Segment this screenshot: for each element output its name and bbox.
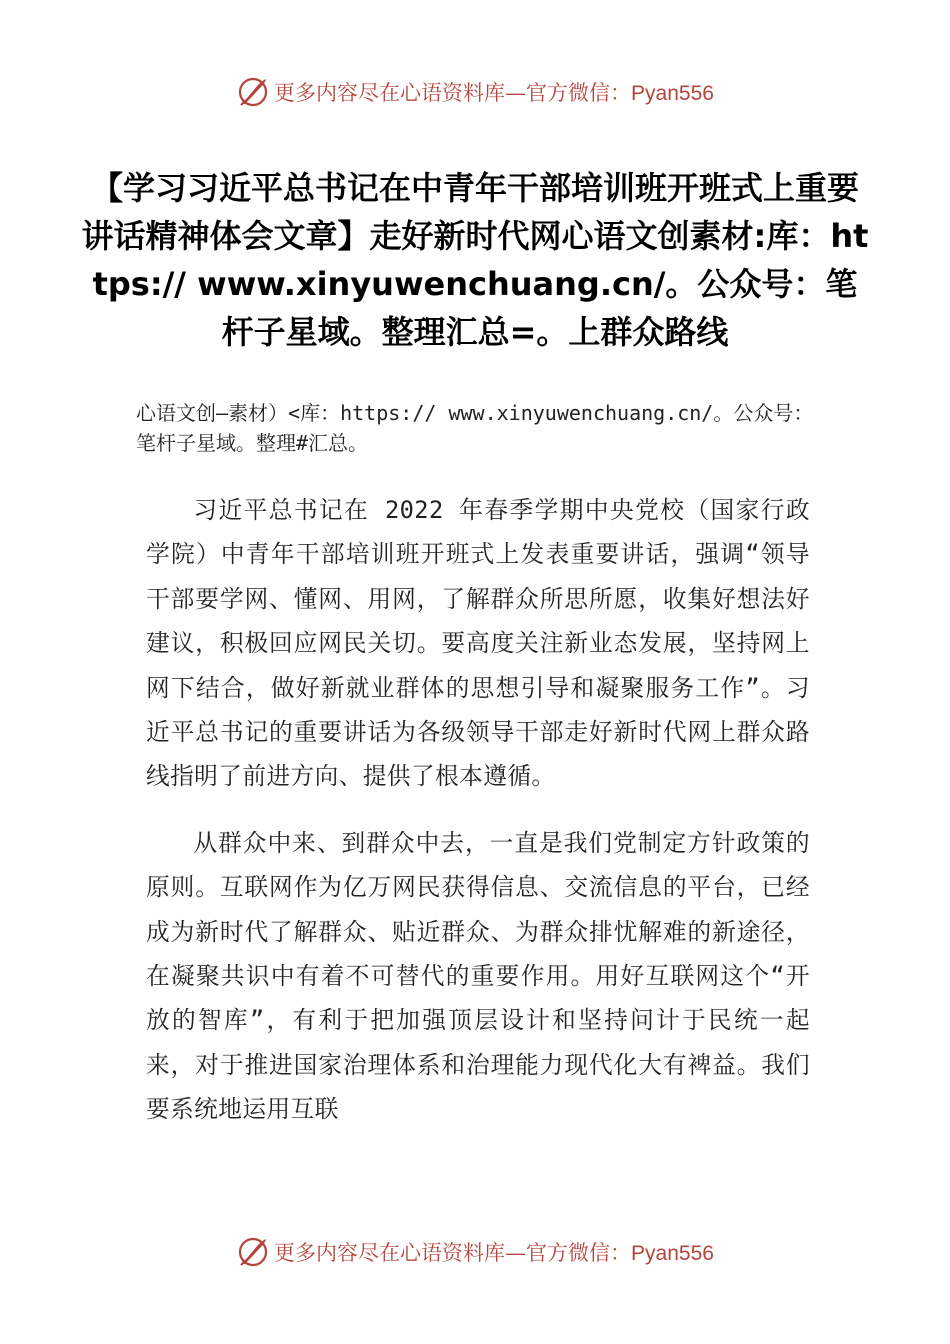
- banner-text: 更多内容尽在心语资料库—官方微信：Pyan556: [274, 81, 714, 105]
- body-paragraph: 习近平总书记在 2022 年春季学期中央党校（国家行政学院）中青年干部培训班开班式上发表重要讲话，强调“领导干部要学网、懂网、用网，了解群众所思所愿，收集好想法好建议，积极回应网民关切。要高度关注新业态发展，坚持网上网下结合，做好新就业群体的思想引导和凝聚服务工作”。习近平总书记的重要讲话为各级领导干部走好新时代网上群众路线指明了前进方向、提供了根本遵循。: [146, 496, 810, 791]
- quill-pen-logo-icon: [236, 75, 270, 109]
- document-title: 【学习习近平总书记在中青年干部培训班开班式上重要讲话精神体会文章】走好新时代网心语文创素材:库：https:// www.xinyuwenchuang.cn/。公众号：笔杆子星域。整理汇总=。上群众路线: [81, 169, 869, 351]
- body-paragraph: 从群众中来、到群众中去，一直是我们党制定方针政策的原则。互联网作为亿万网民获得信息、交流信息的平台，已经成为新时代了解群众、贴近群众、为群众排忧解难的新途径，在凝聚共识中有着不可替代的重要作用。用好互联网这个“开放的智库”，有利于把加强顶层设计和坚持问计于民统一起来，对于推进国家治理体系和治理能力现代化大有裨益。我们要系统地运用互联: [146, 828, 810, 1124]
- quill-pen-logo-icon: [236, 1235, 270, 1269]
- wechat-id: Pyan556: [631, 1242, 714, 1265]
- header-banner: [0, 72, 950, 112]
- source-note: 心语文创—素材）<库：https:// www.xinyuwenchuang.cn/。公众号：笔杆子星域。整理#汇总。: [136, 401, 814, 455]
- banner-text: 更多内容尽在心语资料库—官方微信：Pyan556: [274, 1241, 714, 1265]
- footer-banner: [0, 1232, 950, 1272]
- document-body: [146, 488, 810, 1132]
- wechat-id: Pyan556: [631, 82, 714, 105]
